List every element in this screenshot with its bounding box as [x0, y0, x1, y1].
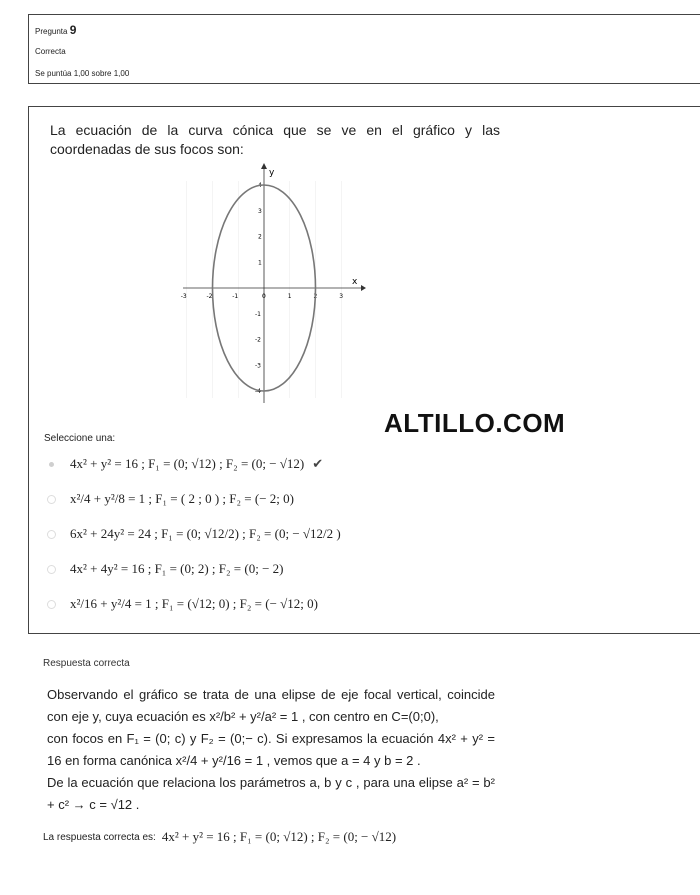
answer-value: 4x² + y² = 16 ; F₁ = (0; √12) ; F₂ = (0; − √12) [161, 829, 397, 844]
feedback-title: Respuesta correcta [43, 658, 130, 669]
option-5-text: x²/16 + y²/4 = 1 ; F₁ = (√12; 0) ; F₂ = (− √12; 0) [70, 596, 318, 611]
explanation-line-2: con focos en F₁ = (0; c) y F₂ = (0;− c). Si expresamos la ecuación 4x² + y² = 16 en forma canónica x²/4 + y²/16 = 1 , vemos que a = 4 y b = 2 . [47, 731, 495, 768]
x-tick-labels [181, 293, 344, 300]
question-number-value: 9 [69, 23, 77, 37]
radio-button[interactable] [47, 565, 56, 574]
x-axis-label: x [352, 277, 358, 287]
question-grade: Se puntúa 1,00 sobre 1,00 [35, 69, 130, 78]
option-1[interactable] [47, 452, 323, 476]
option-1-text: 4x² + y² = 16 ; F₁ = (0; √12) ; F₂ = (0; − √12) [70, 456, 305, 471]
x-tick-label: 0 [262, 293, 266, 300]
ellipse-graph [180, 163, 373, 413]
x-tick-label: 3 [339, 293, 344, 300]
question-label: Pregunta [35, 27, 68, 36]
question-state: Correcta [35, 47, 66, 56]
x-tick-label: -1 [232, 293, 239, 300]
y-tick-label: 4 [258, 182, 262, 189]
x-tick-label: 1 [287, 293, 292, 300]
correct-answer [43, 829, 396, 845]
y-tick-label: -3 [255, 362, 261, 370]
radio-button[interactable] [47, 495, 56, 504]
radio-selected[interactable] [49, 462, 54, 467]
y-tick-label: 2 [258, 233, 262, 241]
explanation-line-3: De la ecuación que relaciona los parámetros a, b y c , para una elipse a² = b² + c² → c = √12 . [47, 775, 495, 812]
option-2-text: x²/4 + y²/8 = 1 ; F₁ = ( 2 ; 0 ) ; F₂ = (− 2; 0) [70, 491, 294, 506]
question-content [28, 106, 700, 634]
question-text: La ecuación de la curva cónica que se ve en el gráfico y las coordenadas de sus focos son: [50, 122, 500, 157]
option-4[interactable] [47, 557, 284, 581]
y-tick-label: 3 [258, 207, 262, 215]
explanation-line-1: Observando el gráfico se trata de una elipse de eje focal vertical, coincide con eje y, cuya ecuación es x²/b² + y²/a² = 1 , con centro en C=(0;0), [47, 687, 495, 724]
x-tick-label: -2 [206, 293, 213, 300]
option-3[interactable] [47, 522, 341, 546]
radio-button[interactable] [47, 600, 56, 609]
radio-button[interactable] [47, 530, 56, 539]
option-4-text: 4x² + 4y² = 16 ; F₁ = (0; 2) ; F₂ = (0; − 2) [70, 561, 284, 576]
option-3-text: 6x² + 24y² = 24 ; F₁ = (0; √12/2) ; F₂ = (0; − √12/2 ) [70, 526, 341, 541]
x-tick-label: -3 [180, 293, 187, 300]
y-axis-label: y [269, 168, 275, 178]
check-icon: ✔ [312, 456, 324, 472]
y-tick-label: -4 [255, 388, 261, 395]
question-number [35, 23, 76, 37]
y-tick-label: -2 [255, 336, 261, 344]
option-5[interactable] [47, 592, 318, 616]
feedback-explanation [47, 684, 495, 816]
answer-label: La respuesta correcta es: [43, 831, 156, 843]
select-prompt: Seleccione una: [44, 433, 116, 444]
y-tick-label: 1 [258, 259, 262, 267]
option-2[interactable] [47, 487, 294, 511]
y-tick-label: -1 [255, 310, 261, 318]
y-axis-arrow [261, 163, 267, 169]
y-tick-labels [255, 182, 262, 395]
x-tick-label: 2 [313, 293, 318, 300]
question-info-panel [28, 14, 700, 84]
x-axis-arrow [361, 285, 366, 291]
watermark: ALTILLO.COM [384, 408, 566, 438]
